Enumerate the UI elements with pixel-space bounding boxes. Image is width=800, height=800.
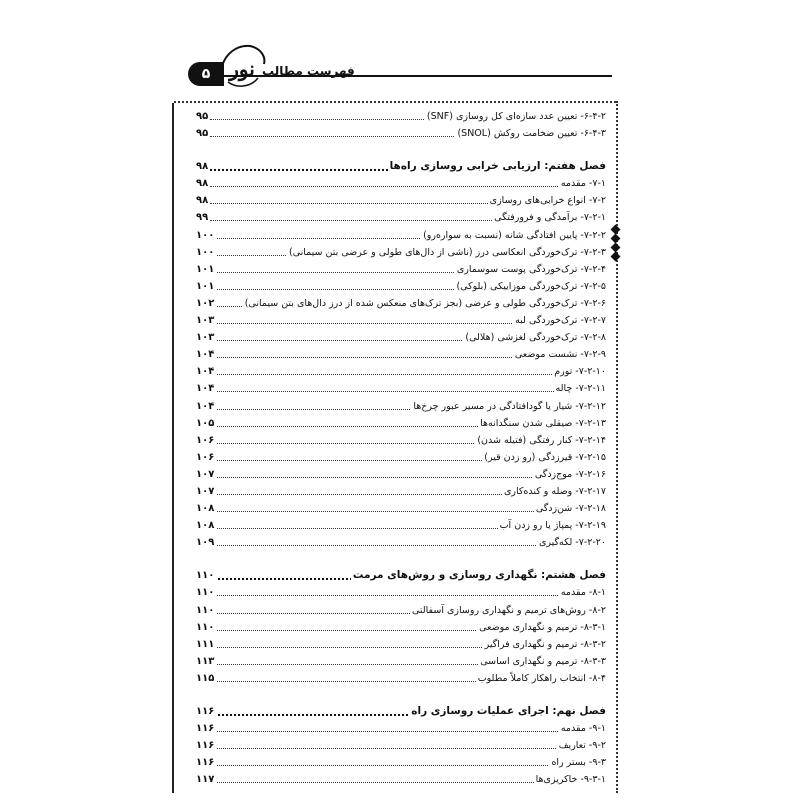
page-number-ref: ۹۵ [196,108,210,125]
toc-row[interactable] [196,449,608,466]
entry-title: ۷-۲-۱۹- پمپاژ یا رو زدن آب [498,517,606,534]
toc-row[interactable] [196,108,608,125]
entry-title: ۷-۲-۷- ترک‌خوردگی لبه [513,312,606,329]
page-number-ref: ۱۰۸ [196,517,216,534]
page-number-ref: ۹۸ [196,175,210,192]
page-number-ref: ۱۱۰ [196,619,216,636]
page-number-ref: ۹۸ [196,192,210,209]
toc-chapter-row[interactable] [196,158,608,175]
toc-row[interactable] [196,398,608,415]
table-of-contents [196,108,608,788]
page-number-ref: ۱۰۶ [196,449,216,466]
toc-row[interactable] [196,737,608,754]
toc-row[interactable] [196,278,608,295]
entry-title: ۸-۴- انتخاب راهکار کاملاً مطلوب [476,670,606,687]
toc-row[interactable] [196,380,608,397]
entry-title: ۷-۲-۱۱- چاله [554,380,606,397]
page-number-ref: ۱۱۶ [196,720,216,737]
entry-title: ۹-۳-۱- خاکریزی‌ها [534,771,606,788]
page-number-ref: ۱۰۴ [196,363,216,380]
entry-title: ۷-۲-۹- نشست موضعی [513,346,606,363]
entry-title: ۷-۲-۵- ترک‌خوردگی موزاییکی (بلوکی) [454,278,606,295]
toc-row[interactable] [196,175,608,192]
entry-title: ۷-۲-۴- ترک‌خوردگی پوست سوسماری [455,261,606,278]
entry-title: ۷-۲-۱۴- کنار رفتگی (فتیله شدن) [475,432,606,449]
entry-title: ۷-۲-۱- برآمدگی و فرورفتگی [492,209,606,226]
page-number-ref: ۱۱۰ [196,584,216,601]
entry-title: ۸-۳-۳- ترمیم و نگهداری اساسی [478,653,606,670]
page-number-ref: ۱۰۶ [196,432,216,449]
entry-title: ۹-۳- بستر راه [549,754,606,771]
dot-leader [210,748,604,749]
entry-title: ۸-۳-۱- ترمیم و نگهداری موضعی [477,619,606,636]
toc-row[interactable] [196,602,608,619]
toc-row[interactable] [196,415,608,432]
toc-row[interactable] [196,720,608,737]
entry-title: ۷-۲-۱۲- شیار یا گودافتادگی در مسیر عبور چرخ‌ها [411,398,606,415]
page-number-ref: ۱۰۰ [196,244,216,261]
toc-row[interactable] [196,653,608,670]
toc-row[interactable] [196,619,608,636]
toc-row[interactable] [196,483,608,500]
toc-row[interactable] [196,636,608,653]
toc-row[interactable] [196,466,608,483]
page-number-ref: ۱۱۶ [196,754,216,771]
entry-title: ۷-۲-۲۰- لکه‌گیری [537,534,606,551]
logo-text: نور [229,57,255,81]
toc-row[interactable] [196,670,608,687]
entry-title: ۸-۱- مقدمه [559,584,606,601]
entry-title: ۹-۱- مقدمه [559,720,606,737]
page-number-ref: ۱۰۷ [196,483,216,500]
page-number-ref: ۱۰۴ [196,380,216,397]
dot-leader [210,374,604,375]
toc-row[interactable] [196,192,608,209]
page-number-ref: ۱۱۰ [196,567,216,584]
page-number-ref: ۱۰۲ [196,295,216,312]
entry-title: ۷-۲-۳- ترک‌خوردگی انعکاسی درز (ناشی از دال‌های طولی و عرضی بتن سیمانی) [287,244,606,261]
entry-title: ۷-۲-۱۷- وصله و کنده‌کاری [502,483,606,500]
toc-row[interactable] [196,584,608,601]
toc-row[interactable] [196,754,608,771]
toc-row[interactable] [196,227,608,244]
entry-title: ۷-۲-۸- ترک‌خوردگی لغزشی (هلالی) [463,329,606,346]
entry-title: ۷-۲-۲- پایین افتادگی شانه (نسبت به سواره‌رو) [421,227,606,244]
page-number-ref: ۹۸ [196,158,210,175]
toc-row[interactable] [196,771,608,788]
section-gap [196,551,608,567]
toc-row[interactable] [196,432,608,449]
page-number-ref: ۱۱۳ [196,653,216,670]
dot-leader [210,595,604,596]
toc-row[interactable] [196,346,608,363]
page-number-ref: ۱۰۳ [196,312,216,329]
toc-row[interactable] [196,244,608,261]
page-number: ۵ [188,62,224,86]
toc-row[interactable] [196,500,608,517]
page-number-ref: ۱۱۵ [196,670,216,687]
entry-title: ۷-۲-۱۳- صیقلی شدن سنگدانه‌ها [478,415,606,432]
frame-right-border [616,101,618,793]
toc-row[interactable] [196,209,608,226]
page-number-ref: ۱۰۵ [196,415,216,432]
dot-leader [210,186,604,187]
entry-title: ۶-۴-۳- تعیین ضخامت روکش (SNOL) [455,125,606,142]
entry-title: ۷-۱- مقدمه [559,175,606,192]
page-number-ref: ۱۰۰ [196,227,216,244]
toc-row[interactable] [196,125,608,142]
page-number-ref: ۱۱۱ [196,636,216,653]
entry-title: ۷-۲-۱۶- موج‌زدگی [533,466,606,483]
page-number-ref: ۱۰۳ [196,329,216,346]
entry-title: ۸-۲- روش‌های ترمیم و نگهداری روسازی آسفالتی [410,602,606,619]
page-number-ref: ۱۰۱ [196,261,216,278]
entry-title: ۷-۲-۶- ترک‌خوردگی طولی و عرضی (بجز ترک‌های منعکس شده از درز دال‌های بتن سیمانی) [243,295,606,312]
frame-left-border [172,103,174,793]
entry-title: ۷-۲-۱۸- شن‌زدگی [534,500,606,517]
ornament-diamonds-icon [610,226,622,262]
toc-row[interactable] [196,534,608,551]
page-number-ref: ۹۵ [196,125,210,142]
page-number-ref: ۱۱۰ [196,602,216,619]
entry-title: ۷-۲- انواع خرابی‌های روسازی [488,192,606,209]
chapter-title: فصل هشتم: نگهداری روسازی و روش‌های مرمت [351,567,606,584]
page-number-ref: ۱۰۸ [196,500,216,517]
chapter-title: فصل نهم: اجرای عملیات روسازی راه [409,703,606,720]
entry-title: ۹-۲- تعاریف [557,737,606,754]
toc-row[interactable] [196,329,608,346]
dot-leader [210,391,604,392]
section-gap [196,687,608,703]
toc-row[interactable] [196,363,608,380]
entry-title: ۷-۲-۱۰- تورم [552,363,606,380]
dot-leader [210,731,604,732]
frame-top-border [174,101,616,103]
toc-row[interactable] [196,517,608,534]
page-number-ref: ۹۹ [196,209,210,226]
page-number-ref: ۱۰۷ [196,466,216,483]
toc-chapter-row[interactable] [196,703,608,720]
page-number-ref: ۱۰۴ [196,346,216,363]
page-number-ref: ۱۰۹ [196,534,216,551]
page-number-ref: ۱۱۷ [196,771,216,788]
page-number-ref: ۱۱۶ [196,737,216,754]
entry-title: ۸-۳-۲- ترمیم و نگهداری فراگیر [483,636,606,653]
page-number-ref: ۱۱۶ [196,703,216,720]
page-number-ref: ۱۰۴ [196,398,216,415]
toc-row[interactable] [196,295,608,312]
section-gap [196,142,608,158]
page-title: فهرست مطالب [262,64,355,78]
toc-row[interactable] [196,312,608,329]
toc-chapter-row[interactable] [196,567,608,584]
entry-title: ۶-۴-۲- تعیین عدد سازه‌ای کل روسازی (SNF) [425,108,606,125]
page-number-ref: ۱۰۱ [196,278,216,295]
toc-row[interactable] [196,261,608,278]
chapter-title: فصل هفتم: ارزیابی خرابی روسازی راه‌ها [388,158,606,175]
entry-title: ۷-۲-۱۵- قیرزدگی (رو زدن قیر) [482,449,606,466]
dot-leader [210,765,604,766]
